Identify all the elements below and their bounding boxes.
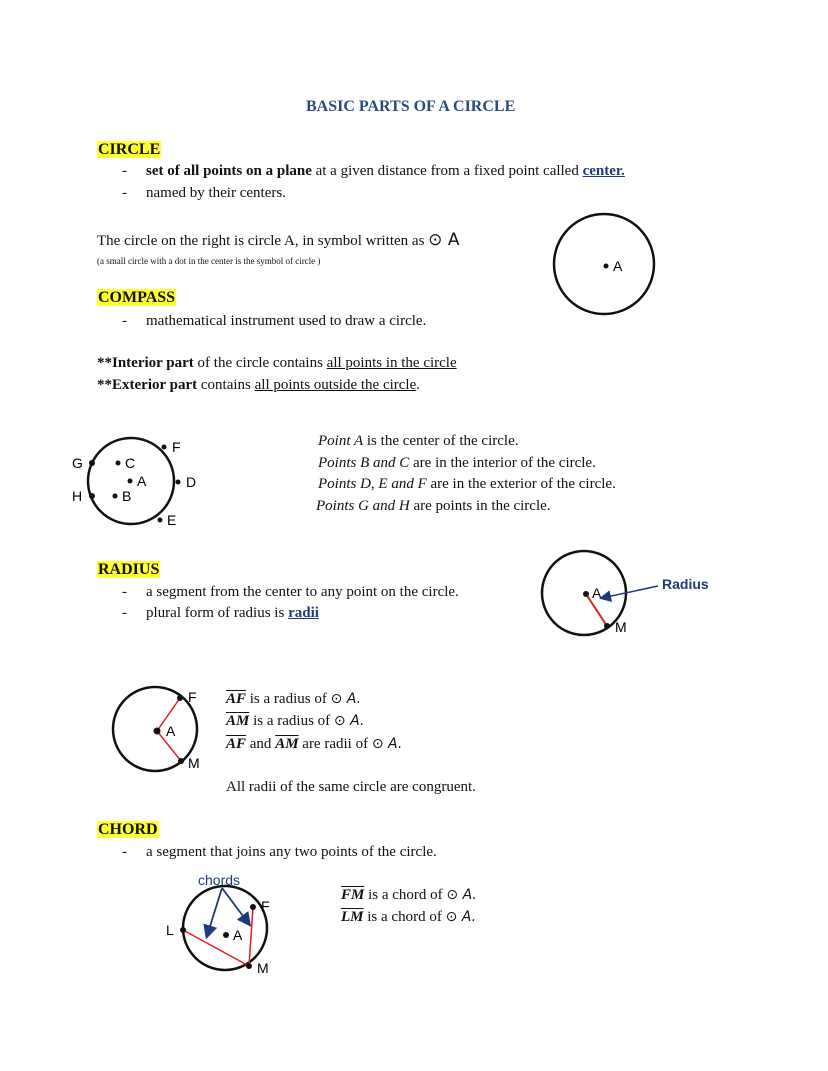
points-figure — [72, 438, 196, 528]
chord-figure — [166, 872, 270, 976]
svg-text:H: H — [72, 488, 83, 504]
svg-text:A: A — [137, 473, 147, 489]
svg-text:Radius: Radius — [662, 576, 709, 592]
circle-bullet-1: - set of all points on a plane at a given distance from a fixed point called center. — [122, 163, 625, 179]
symbol-line: The circle on the right is circle A, in symbol written as ⊙ A — [97, 230, 460, 250]
heading-compass: COMPASS — [98, 289, 176, 306]
radius-figure — [542, 551, 709, 635]
circle-bullet-2: - named by their centers. — [122, 185, 286, 201]
chord-statement-2: $\overline{LM}$ is a chord of ⊙ A. — [341, 909, 477, 925]
svg-text:B: B — [122, 488, 132, 504]
svg-text:chords: chords — [198, 872, 241, 888]
page-title: BASIC PARTS OF A CIRCLE — [306, 98, 516, 115]
radius-statement-2: $\overline{AM}$ is a radius of ⊙ A. — [226, 713, 365, 729]
svg-text:F: F — [188, 689, 197, 705]
radius-statement-1: $\overline{AF}$ is a radius of ⊙ A. — [226, 691, 362, 707]
svg-text:A: A — [233, 927, 243, 943]
heading-circle: CIRCLE — [98, 141, 161, 158]
svg-text:E: E — [167, 512, 177, 528]
svg-text:F: F — [261, 898, 270, 914]
svg-text:A: A — [613, 258, 623, 274]
exterior-line: **Exterior part contains all points outside the circle. — [97, 377, 420, 393]
radii-figure — [113, 687, 200, 771]
point-line-2: Points B and C are in the interior of the circle. — [318, 455, 596, 471]
symbol-note: (a small circle with a dot in the center is the symbol of circle ) — [97, 256, 321, 266]
svg-text:L: L — [166, 922, 174, 938]
compass-bullet: - mathematical instrument used to draw a circle. — [122, 313, 427, 329]
svg-text:F: F — [172, 439, 181, 455]
heading-chord: CHORD — [98, 821, 158, 838]
point-line-3: Points D, E and F are in the exterior of the circle. — [318, 476, 616, 492]
interior-line: **Interior part of the circle contains all points in the circle — [97, 355, 457, 371]
svg-text:M: M — [188, 755, 200, 771]
svg-text:A: A — [592, 585, 602, 601]
heading-radius: RADIUS — [98, 561, 160, 578]
svg-text:G: G — [72, 455, 83, 471]
radius-bullet-2: - plural form of radius is radii — [122, 605, 319, 621]
radius-statement-3: $\overline{AF}$ and $\overline{AM}$ are radii of ⊙ A. — [226, 736, 403, 752]
svg-text:M: M — [257, 960, 269, 976]
svg-text:A: A — [166, 723, 176, 739]
congruent-line: All radii of the same circle are congruent. — [226, 779, 476, 795]
chord-statement-1: $\overline{FM}$ is a chord of ⊙ A. — [341, 887, 477, 903]
point-line-4: Points G and H are points in the circle. — [316, 498, 551, 514]
circle-a-figure — [554, 214, 654, 314]
svg-text:C: C — [125, 455, 136, 471]
chord-bullet: - a segment that joins any two points of the circle. — [122, 844, 437, 860]
svg-text:M: M — [615, 619, 627, 635]
point-line-1: Point A is the center of the circle. — [318, 433, 519, 449]
svg-text:D: D — [186, 474, 197, 490]
radius-bullet-1: - a segment from the center to any point on the circle. — [122, 584, 459, 600]
